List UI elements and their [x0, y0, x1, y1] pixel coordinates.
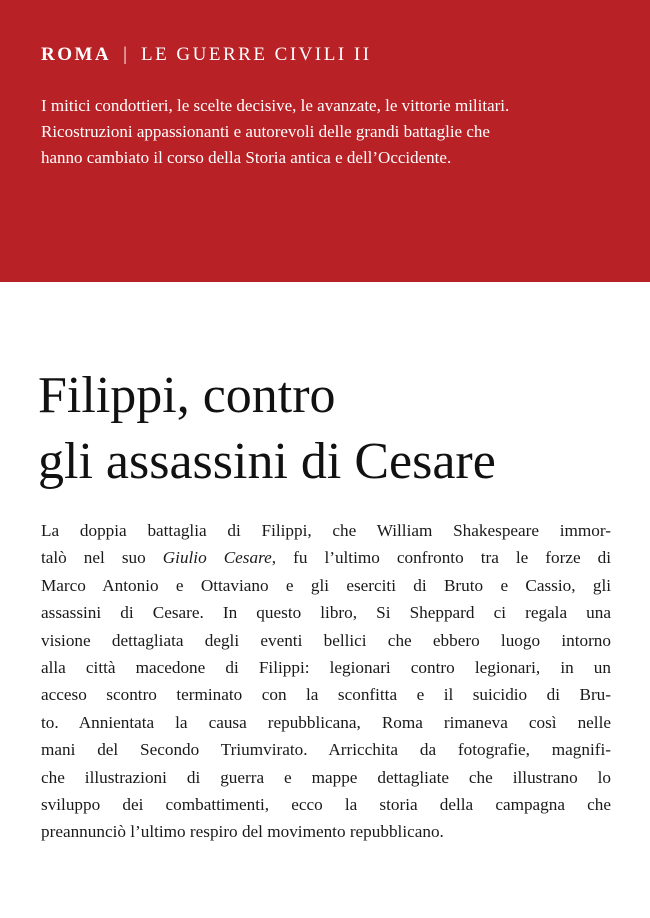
book-title: [38, 363, 496, 495]
series-heading: [41, 44, 372, 66]
series-brand: ROMA: [41, 44, 112, 65]
book-description: [41, 517, 611, 846]
blurb-line: I mitici condottieri, le scelte decisive, le avanzate, le vittorie militari.: [41, 96, 510, 115]
description-line: acceso scontro terminato con la sconfitta e il suicidio di Bru-: [41, 685, 611, 705]
book-reference: Giulio Cesare: [162, 548, 272, 568]
series-separator: |: [123, 44, 129, 65]
series-subtitle: LE GUERRE CIVILI II: [140, 44, 372, 65]
description-line: sviluppo dei combattimenti, ecco la storia della campagna che: [41, 795, 611, 815]
description-line: che illustrazioni di guerra e mappe dettagliate che illustrano lo: [41, 767, 611, 787]
description-line: talò nel suo Giulio Cesare, fu l’ultimo confronto tra le forze di: [41, 548, 611, 568]
description-line: La doppia battaglia di Filippi, che William Shakespeare immor-: [41, 521, 611, 540]
description-line: assassini di Cesare. In questo libro, Si Sheppard ci regala una: [41, 603, 611, 623]
description-line: Marco Antonio e Ottaviano e gli eserciti di Bruto e Cassio, gli: [41, 575, 611, 595]
series-blurb: [41, 93, 621, 171]
description-line: mani del Secondo Triumvirato. Arricchita da fotografie, magnifi-: [41, 740, 611, 760]
description-line: alla città macedone di Filippi: legionari contro legionari, in un: [41, 658, 611, 678]
blurb-line: hanno cambiato il corso della Storia antica e dell’Occidente.: [41, 148, 452, 167]
description-line: visione dettagliata degli eventi bellici che ebbero luogo intorno: [41, 630, 611, 650]
description-line: to. Annientata la causa repubblicana, Roma rimaneva così nelle: [41, 712, 611, 732]
header-band: [0, 0, 650, 282]
blurb-line: Ricostruzioni appassionanti e autorevoli delle grandi battaglie che: [41, 122, 490, 141]
book-title-line: Filippi, contro: [38, 367, 336, 424]
description-line: preannunciò l’ultimo respiro del movimento repubblicano.: [41, 822, 444, 842]
book-title-line: gli assassini di Cesare: [38, 433, 496, 490]
